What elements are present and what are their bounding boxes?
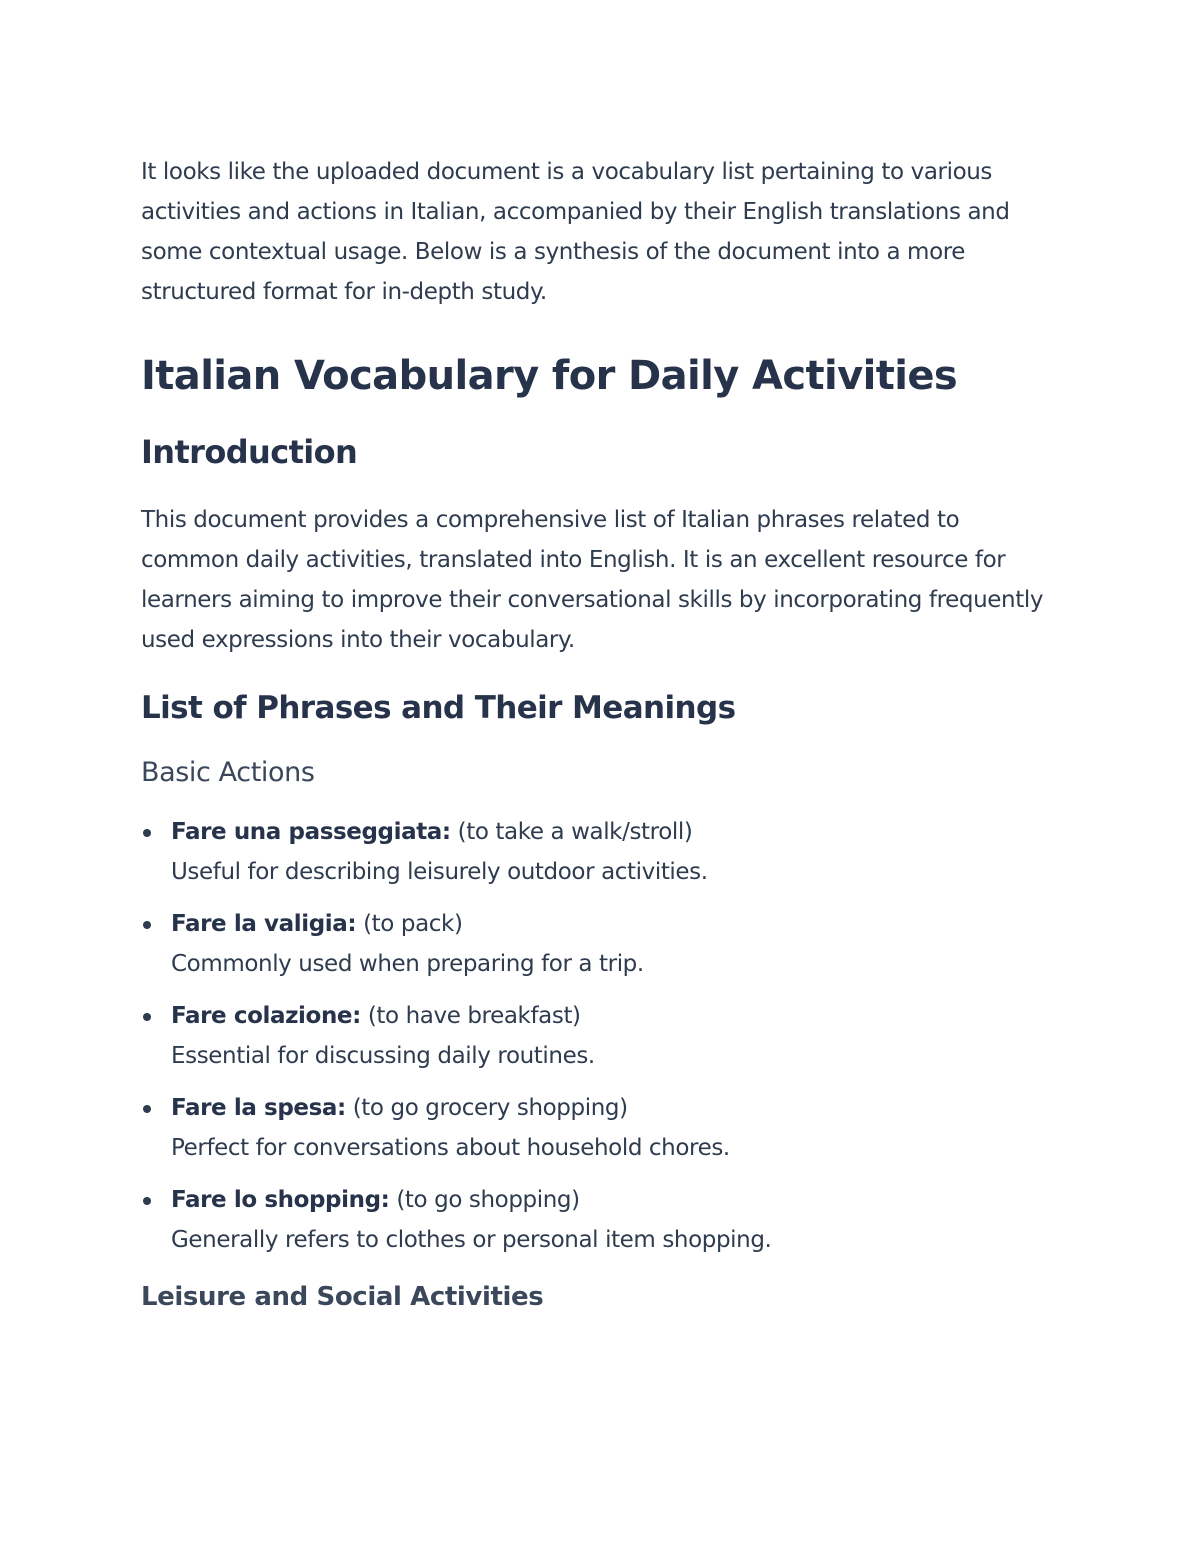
phrase-term: Fare la spesa:: [171, 1095, 346, 1121]
bullet-icon: [143, 1013, 151, 1021]
leisure-social-heading: Leisure and Social Activities: [141, 1282, 544, 1312]
phrase-translation: (to take a walk/stroll): [450, 819, 693, 845]
phrase-term: Fare colazione:: [171, 1003, 361, 1029]
bullet-icon: [143, 921, 151, 929]
phrase-translation: (to have breakfast): [360, 1003, 581, 1029]
introduction-paragraph: This document provides a comprehensive list of Italian phrases related to common daily activities, translated into English. It is an excellent resource for learners aiming to improve their conversational skills by incorporating frequently used expressions into their vocabulary.: [141, 507, 1044, 653]
phrase-translation: (to pack): [356, 911, 463, 937]
phrase-term: Fare la valigia:: [171, 911, 357, 937]
phrase-translation: (to go shopping): [389, 1187, 580, 1213]
intro-paragraph: It looks like the uploaded document is a vocabulary list pertaining to various activities and actions in Italian, accompanied by their English translations and some contextual usage. Below is a synthesis of the document into a more structured format for in-depth study.: [141, 159, 1010, 305]
list-item: [141, 1180, 1061, 1260]
phrase-note: Perfect for conversations about household chores.: [171, 1135, 730, 1161]
phrase-note: Essential for discussing daily routines.: [171, 1043, 595, 1069]
bullet-icon: [143, 829, 151, 837]
phrase-term: Fare lo shopping:: [171, 1187, 390, 1213]
document-title: Italian Vocabulary for Daily Activities: [141, 353, 958, 399]
document-page: [141, 152, 1061, 1316]
phrase-note: Commonly used when preparing for a trip.: [171, 951, 644, 977]
phrase-term: Fare una passeggiata:: [171, 819, 451, 845]
introduction-heading: Introduction: [141, 433, 358, 471]
phrase-note: Generally refers to clothes or personal item shopping.: [171, 1227, 772, 1253]
bullet-icon: [143, 1197, 151, 1205]
list-item: [141, 996, 1061, 1076]
phrases-section-heading: List of Phrases and Their Meanings: [141, 690, 736, 726]
basic-actions-heading: Basic Actions: [141, 757, 315, 788]
bullet-icon: [143, 1105, 151, 1113]
list-item: [141, 812, 1061, 892]
list-item: [141, 1088, 1061, 1168]
phrase-translation: (to go grocery shopping): [345, 1095, 628, 1121]
list-item: [141, 904, 1061, 984]
phrase-note: Useful for describing leisurely outdoor activities.: [171, 859, 708, 885]
basic-actions-list: [141, 812, 1061, 1260]
